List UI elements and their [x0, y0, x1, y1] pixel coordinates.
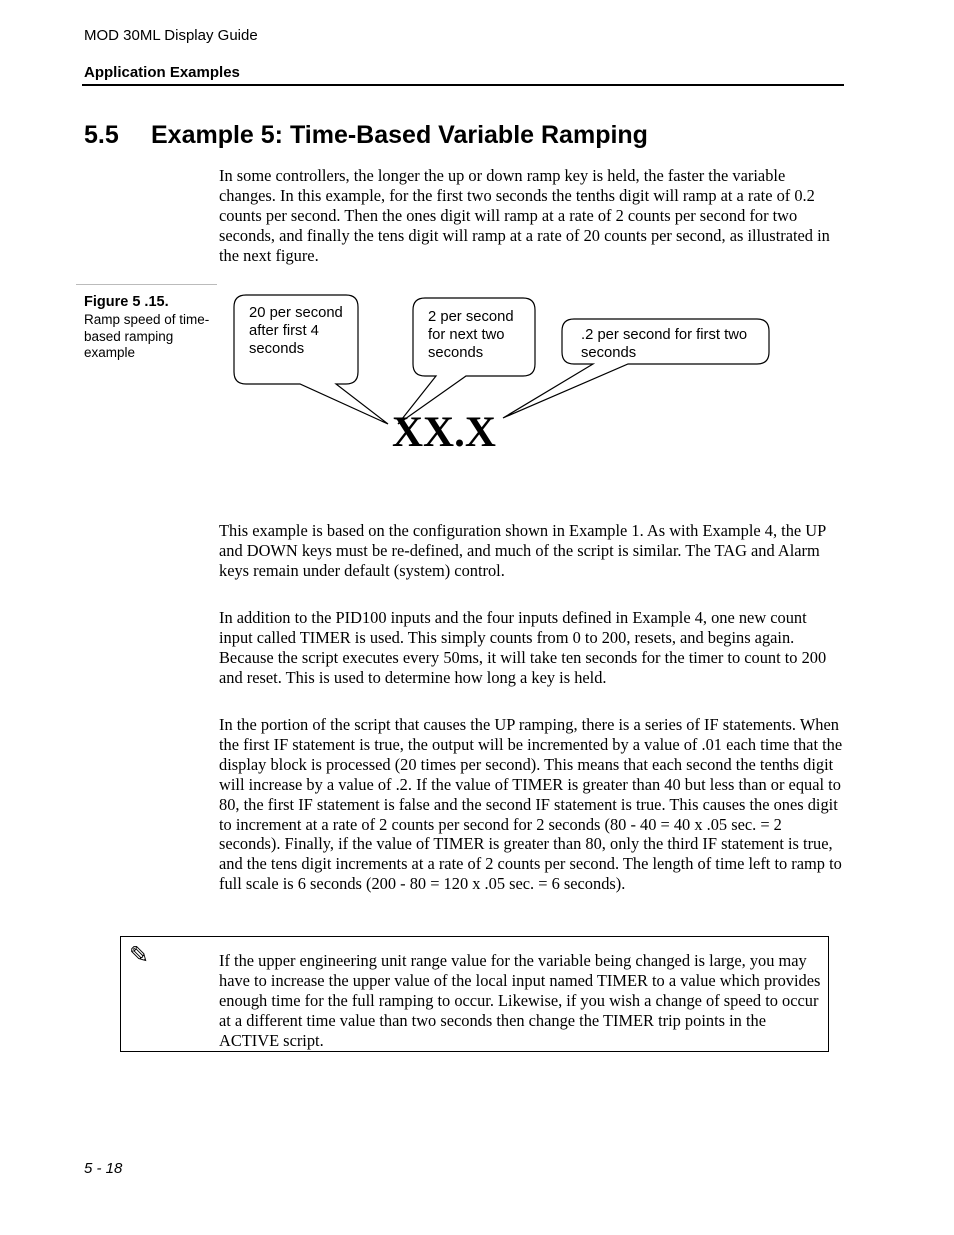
pencil-icon: ✎ [129, 943, 150, 969]
page-number: 5 - 18 [84, 1160, 123, 1177]
section-label: Application Examples [84, 64, 240, 81]
section-title: Example 5: Time-Based Variable Ramping [151, 121, 648, 149]
figure-label: Figure 5 .15. [84, 294, 169, 310]
callout-text-tenths: .2 per second for first two seconds [581, 327, 748, 361]
document-title: MOD 30ML Display Guide [84, 27, 258, 44]
callout-text-ones: 2 per second for next two seconds [428, 309, 514, 361]
section-number: 5.5 [84, 121, 119, 149]
script-paragraph: In the portion of the script that causes the UP ramping, there is a series of IF statements. When the first IF statement is true, the output will be incremented by a value of .01 each time that the display block is processed (20 times per second). This means that each second the tenths digit will increase by a value of .2. If the value of TIMER is greater than 40 but less than or equal to 80, the first IF statement is false and the second IF statement is true. This causes the ones digit to increment at a rate of 2 counts per second for 2 seconds (80 - 40 = 40 x .05 sec. = 2 seconds). Finally, if the value of TIMER is greater than 80, only the third IF statement is true, and the tens digit increments at a rate of 2 counts per second. The length of time left to ramp to full scale is 6 seconds (200 - 80 = 120 x .05 sec. = 6 seconds). [219, 715, 843, 894]
callout-text-tens: 20 per second after first 4 seconds [249, 305, 343, 357]
intro-paragraph: In some controllers, the longer the up or down ramp key is held, the faster the variable changes. In this example, for the first two seconds the tenths digit will ramp at a rate of 0.2 counts per second. Then the ones digit will ramp at a rate of 2 counts per second for two seconds, and finally the tens digit will ramp at a rate of 20 counts per second, as illustrated in the next figure. [219, 166, 830, 265]
display-readout: XX.X [392, 409, 496, 456]
note-text: If the upper engineering unit range value for the variable being changed is large, you may have to increase the upper value of the local input named TIMER to a value which provides enough time for the full ramping to occur. Likewise, if you wish a change of speed to occur at a different time value than two seconds then change the TIMER trip points in the ACTIVE script. [219, 951, 821, 1050]
inputs-paragraph: In addition to the PID100 inputs and the four inputs defined in Example 4, one new count input called TIMER is used. This simply counts from 0 to 200, resets, and begins again. Because the script executes every 50ms, it will take ten seconds for the timer to count to 200 and reset. This is used to determine how long a key is held. [219, 608, 827, 687]
figure-caption: Ramp speed of time-based ramping example [84, 312, 210, 361]
config-paragraph: This example is based on the configuration shown in Example 1. As with Example 4, the UP and DOWN keys must be re-defined, and much of the script is similar. The TAG and Alarm keys remain under default (system) control. [219, 521, 826, 580]
